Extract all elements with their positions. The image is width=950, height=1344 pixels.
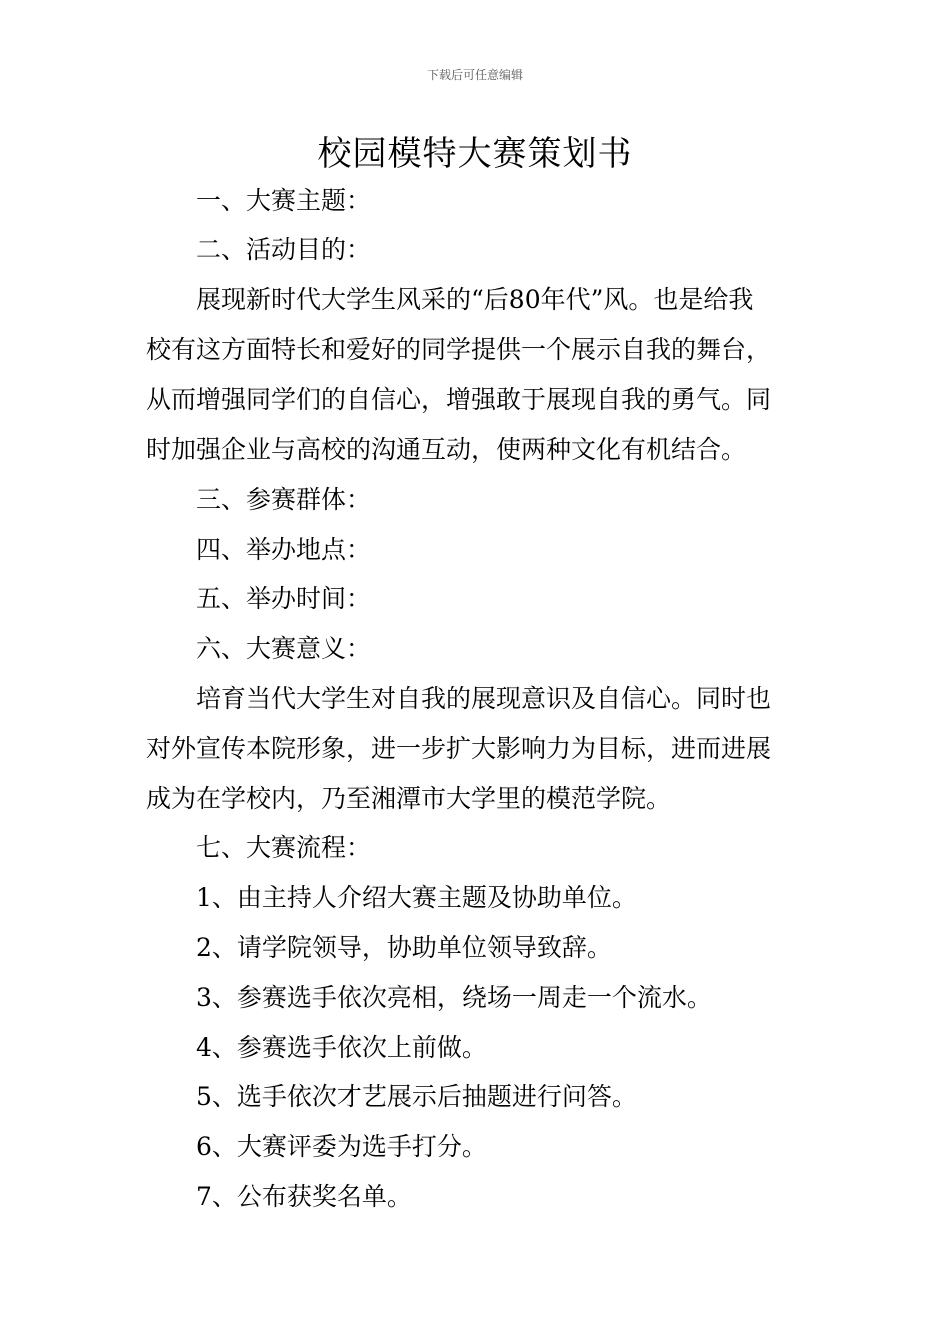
section-heading: 三、参赛群体： [196,485,372,514]
section-heading: 七、大赛流程： [196,833,372,862]
list-item: 5、选手依次才艺展示后抽题进行问答。 [196,1082,637,1111]
list-item: 6、大赛评委为选手打分。 [196,1132,487,1161]
paragraph-line: 培育当代大学生对自我的展现意识及自信心。同时也 [196,684,772,713]
paragraph-line: 时加强企业与高校的沟通互动，使两种文化有机结合。 [146,435,747,464]
paragraph-line: 成为在学校内，乃至湘潭市大学里的模范学院。 [146,784,672,813]
paragraph-line: 校有这方面特长和爱好的同学提供一个展示自我的舞台， [146,335,772,364]
list-item: 3、参赛选手依次亮相，绕场一周走一个流水。 [196,983,712,1012]
section-heading: 一、大赛主题： [196,186,372,215]
paragraph-line: 对外宣传本院形象，进一步扩大影响力为目标，进而进展 [146,734,772,763]
list-item: 4、参赛选手依次上前做。 [196,1033,487,1062]
paragraph-line: 展现新时代大学生风采的“后80年代”风。也是给我 [196,285,754,314]
section-heading: 五、举办时间： [196,584,372,613]
document-title: 校园模特大赛策划书 [317,134,633,174]
header-note: 下载后可任意编辑 [426,68,523,82]
list-item: 7、公布获奖名单。 [196,1182,412,1211]
section-heading: 四、举办地点： [196,535,372,564]
list-item: 1、由主持人介绍大赛主题及协助单位。 [196,883,637,912]
paragraph-line: 从而增强同学们的自信心，增强敢于展现自我的勇气。同 [146,385,772,414]
list-item: 2、请学院领导，协助单位领导致辞。 [196,933,612,962]
section-heading: 二、活动目的： [196,235,372,264]
section-heading: 六、大赛意义： [196,634,372,663]
